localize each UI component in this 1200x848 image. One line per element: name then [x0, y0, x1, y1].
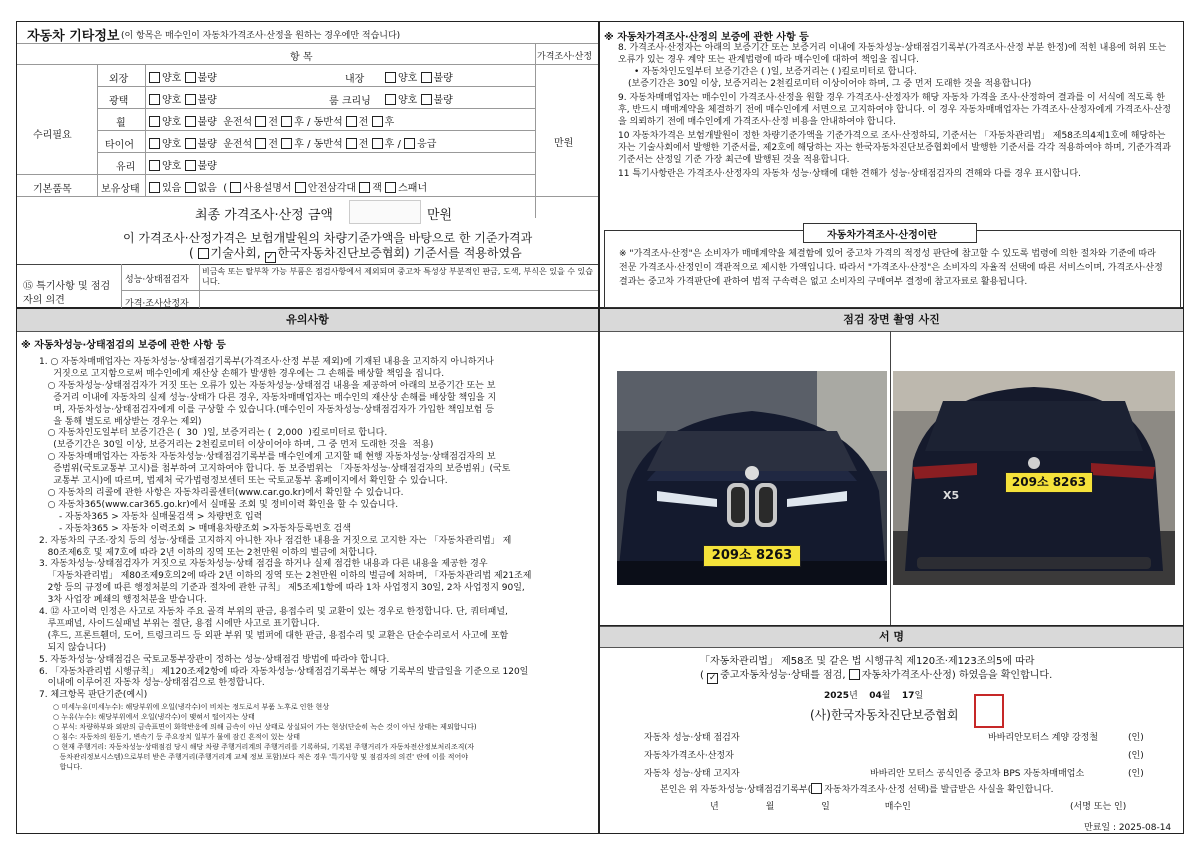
final-price-label: 최종 가격조사·산정 금액	[195, 208, 333, 223]
checkbox-gloss-good[interactable]	[149, 94, 160, 105]
photos-header: 점검 장면 촬영 사진	[600, 309, 1183, 332]
other-info-note: (이 항목은 매수인이 자동차가격조사·산정을 원하는 경우에만 적습니다)	[121, 31, 401, 41]
notes-line: 「자동차관리법」 제80조제9호의2에 따라 2년 이하의 징역 또는 2천만원 이하의 벌금에 처하며, 「자동차관리법 제21조제	[39, 571, 532, 582]
photos-section	[599, 308, 1184, 626]
checkbox-interior-good[interactable]	[385, 72, 396, 83]
signature-law-line: 「자동차관리법」 제58조 및 같은 법 시행규칙 제120조·제123조의5에 따라	[700, 656, 1035, 667]
guarantee-item-10: 10 자동차가격은 보험개발원이 정한 차량기준가액을 기준가격으로 조사·산정하되, 기준서는 「자동차관리법」 제58조의4제1호에 해당하는 자는 기술사회에서 발행한 기준서를, 제2호에 해당하는 자는 한국자동차진단보증협회에서 발행한 기준서를 각각 적용하여야 하며, 기준가격과 기준서는 산정일 기준 가장 최근에 발행된 것을 적용합니다.	[618, 131, 1171, 165]
other-info-title-bar	[17, 22, 598, 44]
checkbox-wheel-good[interactable]	[149, 116, 160, 127]
checkbox-buyer-price[interactable]	[811, 783, 822, 794]
col-price-header: 가격조사·산정	[537, 52, 593, 62]
checkbox-triangle[interactable]	[295, 182, 306, 193]
guarantee-item-11: 11 특기사항란은 가격조사·산정자의 자동차 성능·상태에 대한 견해가 성능·상태점검자의 견해와 다를 경우 표시합니다.	[618, 169, 1081, 179]
rear-license-plate: 209소 8263	[1005, 472, 1093, 493]
org-seal	[974, 694, 1004, 728]
price-guarantee-section	[599, 21, 1184, 308]
price-guarantee-items	[618, 42, 1176, 180]
row-glass-label: 유리	[116, 162, 136, 173]
notes-line: 80조제6호 및 제7호에 따라 2년 이하의 징역 또는 2천만원 이하의 벌금에 처합니다.	[39, 547, 378, 558]
notes-line: 며, 자동차성능·상태점검자에게 이를 구상할 수 있습니다.(매수인이 자동차성능·상태점검자가 가입한 책임보험 등	[39, 404, 494, 415]
notes-line: (후드, 프론트휀더, 도어, 트렁크리드 등 외판 부위 및 범퍼에 대한 판금, 용접수리 및 교환은 단순수리로서 사고에 포함	[39, 630, 509, 641]
notes-line: - 자동차365 > 자동차 이력조회 > 매매용차량조회 >자동차등록번호 검색	[39, 523, 352, 534]
checkbox-tire-good[interactable]	[149, 138, 160, 149]
notes-line: 이내에 이루어진 자동차 성능·상태점검으로 한정합니다.	[39, 678, 265, 689]
checkbox-room-clean-good[interactable]	[385, 94, 396, 105]
notes-line: ○ 자동차365(www.car365.go.kr)에서 실매물 조회 및 정비이력 확인을 할 수 있습니다.	[39, 499, 399, 510]
notes-line: 1. ○ 자동차매매업자는 자동차성능·상태점검기록부(가격조사·산정 부분 제외)에 기재된 내용을 고지하지 아니하거나	[39, 357, 494, 367]
checkbox-manual[interactable]	[230, 182, 241, 193]
signature-section	[599, 626, 1184, 834]
glass-options: 양호 불량	[149, 157, 217, 172]
checkbox-tech-society[interactable]	[198, 248, 209, 259]
row-wheel-label: 휠	[116, 118, 126, 129]
tire-options: 양호 불량 운전석 전 후 / 동반석 전 후 / 응급	[149, 135, 436, 150]
basic-items-label: 기본품목	[33, 184, 72, 195]
notes-line: 6. 「자동차관리법 시행규칙」 제120조제2항에 따라 자동차성능·상태점검기록부는 해당 기록부의 발급일을 기준으로 120일	[39, 666, 529, 677]
signature-org: (사)한국자동차진단보증협회	[810, 708, 959, 722]
row-exterior-label: 외장	[109, 74, 129, 85]
checkbox-tire-emergency[interactable]	[404, 138, 415, 149]
repair-needed-label: 수리필요	[33, 130, 72, 141]
rear-model-badge: X5	[943, 489, 960, 502]
checkbox-wheel-passenger-front[interactable]	[346, 116, 357, 127]
checkbox-wheel-driver-front[interactable]	[255, 116, 266, 127]
col-item-header: 항 목	[290, 52, 313, 63]
checkbox-wheel-rear-passenger[interactable]	[281, 116, 292, 127]
guarantee-item-8-note: (보증기간은 30일 이상, 보증거리는 2천킬로미터 이상이어야 하며, 그 중 먼저 도래한 것을 적용합니다)	[628, 79, 1032, 89]
unit-manwon: 만원	[554, 138, 574, 149]
signature-date: 2025년 04월 17일	[824, 691, 924, 701]
notes-line: 루프패널, 사이드실패널 부위는 절단, 용접 시에만 사고로 표기합니다.	[39, 618, 320, 629]
wheel-options: 양호 불량 운전석 전 후 / 동반석 전 후	[149, 113, 394, 128]
notes-line: 되지 않습니다)	[39, 642, 107, 653]
notes-line: 3. 자동차성능·상태점검자가 거짓으로 자동차성능·상태 점검을 하거나 실제 점검한 내용과 다른 내용을 제공한 경우	[39, 559, 488, 570]
notes-line: ○ 자동차성능·상태점검자가 거짓 또는 오류가 있는 자동차성능·상태점검 내용을 제공하여 아래의 보증기간 또는 보	[39, 380, 496, 391]
checkbox-gloss-bad[interactable]	[185, 94, 196, 105]
basis-options: ( 기술사회, ✓ 한국자동차진단보증협회) 기준서를 적용하였음	[189, 246, 522, 262]
notes-line: 7. 체크항목 판단기준(예시)	[39, 690, 148, 701]
signature-row-stamp: (인)	[1128, 733, 1144, 743]
other-info-title: 자동차 기타정보	[27, 29, 120, 44]
checkbox-spanner[interactable]	[385, 182, 396, 193]
checkbox-basic-no[interactable]	[185, 182, 196, 193]
front-license-plate: 209소 8263	[703, 545, 801, 567]
checkbox-price-check[interactable]	[849, 669, 860, 680]
notes-criteria-line: 동차관리정보시스템)으로부터 받은 주행거리(주행거리계 교체 정보 포함)보다 적은 경우 '특기사항 및 점검자의 의견' 란에 이를 적어야	[53, 753, 469, 762]
signature-confirm-options: ( ✓ 중고자동차성능·상태를 점검, 자동차가격조사·산정) 하였음을 확인합니다.	[700, 670, 1053, 683]
price-definition-title: 자동차가격조사·산정이란	[827, 230, 938, 241]
checkbox-tire-rear-passenger[interactable]	[281, 138, 292, 149]
room-clean-options: 양호 불량	[385, 91, 453, 106]
basic-items-options: 있음 없음 ( 사용설명서 안전삼각대 잭 스패너	[149, 179, 427, 194]
signature-row-stamp: (인)	[1128, 751, 1144, 761]
notes-header: 유의사항	[17, 309, 598, 332]
checkbox-jack[interactable]	[359, 182, 370, 193]
checkbox-exterior-bad[interactable]	[185, 72, 196, 83]
signature-header: 서 명	[600, 626, 1183, 648]
checkbox-tire-passenger-front[interactable]	[346, 138, 357, 149]
signature-row-label: 자동차 성능·상태 점검자	[644, 733, 740, 743]
notes-line: - 자동차365 > 자동차 실매물검색 > 차량번호 입력	[39, 511, 263, 522]
signature-row-value: 바바리안 모터스 공식인증 중고차 BPS 자동차매매업소	[870, 769, 1085, 779]
notes-line: 증범위(국토교통부 고시)를 첨부하여 고지하여야 합니다. 동 보증범위는 「자동차성능·상태점검자의 보증범위」(국토	[39, 464, 511, 475]
checkbox-glass-bad[interactable]	[185, 160, 196, 171]
notes-line: 증거리 이내에 자동차의 실제 성능·상태가 다른 경우, 자동차매매업자는 매수인의 재산상 손해를 배상할 책임을 지	[39, 392, 497, 403]
checkbox-interior-bad[interactable]	[421, 72, 432, 83]
final-price-unit: 만원	[427, 208, 453, 223]
notes-criteria-line: ○ 누유(누수): 해당부위에서 오일(냉각수)이 맺혀서 떨어지는 상태	[53, 713, 255, 722]
notes-criteria-line: ○ 부식: 차량하부와 외판의 금속표면이 화학반응에 의해 금속이 아닌 상태로 상실되어 가는 현상(단순히 녹슨 것이 아닌 상태는 제외합니다)	[53, 723, 477, 732]
notes-line: 거짓으로 고지함으로써 매수인에게 재산상 손해가 발생한 경우에는 그 손해를 배상할 책임을 집니다.	[39, 368, 445, 379]
notes-line: 4. ⑫ 사고이력 인정은 사고로 자동차 주요 골격 부위의 판금, 용접수리 및 교환이 있는 경우로 한정합니다. 단, 쿼터패널,	[39, 607, 508, 618]
checkbox-wheel-passenger-rear[interactable]	[372, 116, 383, 127]
inspector-opinion: 비금속 또는 탈부착 가능 부품은 점검사항에서 제외되며 중고차 특성상 부분적인 판금, 도색, 부식은 있을 수 있습니다.	[202, 267, 593, 286]
checkbox-tire-bad[interactable]	[185, 138, 196, 149]
notes-criteria-line: ○ 현재 주행거리: 자동차성능·상태점검 당시 해당 차량 주행거리계의 주행거리를 기록하되, 기록된 주행거리가 자동차전산정보처리조직(자	[53, 743, 475, 752]
notes-section	[16, 308, 599, 834]
row-gloss-label: 광택	[109, 96, 129, 107]
notes-line: 2. 자동차의 구조·장치 등의 성능·상태를 고지하지 아니한 자나 점검한 내용을 거짓으로 고지한 자는 「자동차관리법」 제	[39, 535, 512, 546]
notes-criteria-line: ○ 침수: 자동차의 원동기, 변속기 등 주요장치 일부가 물에 잠긴 흔적이 있는 상태	[53, 733, 301, 742]
notes-line: 을 통해 별도로 배상받는 경우는 제외)	[39, 416, 202, 427]
notes-criteria-line: 합니다.	[53, 763, 83, 772]
buyer-sign-line: 년 월 일 매수인	[710, 802, 911, 812]
row-interior-label: 내장	[345, 74, 365, 85]
signature-row-label: 자동차가격조사·산정자	[644, 751, 734, 761]
notes-line: (보증기간은 30일 이상, 보증거리는 2천킬로미터 이상이어야 하며, 그 중 먼저 도래한 것을 적용)	[39, 440, 434, 451]
notes-title: ※ 자동차성능·상태점검의 보증에 관한 사항 등	[21, 340, 226, 351]
notes-line: 교통부 고시)에 따르며, 법제처 국가법령정보센터 또는 국토교통부 홈페이지에서 확인할 수 있습니다.	[39, 476, 448, 487]
guarantee-item-8: 8. 가격조사·산정자는 아래의 보증기간 또는 보증거리 이내에 자동차성능·상태점검기록부(가격조사·산정 부분 한정)에 적힌 내용에 허위 또는 오류가 있는 경우 계약 또는 관계법령에 따라 매수인에 대하여 책임을 집니다.	[618, 43, 1167, 65]
checkbox-wheel-bad[interactable]	[185, 116, 196, 127]
interior-options: 양호 불량	[385, 69, 453, 84]
final-price-input[interactable]	[349, 200, 421, 224]
signature-row-value: 바바리안모터스 계양 강정철	[988, 733, 1099, 743]
signature-row-stamp: (인)	[1128, 769, 1144, 779]
checkbox-exterior-good[interactable]	[149, 72, 160, 83]
checkbox-tire-passenger-rear[interactable]	[372, 138, 383, 149]
buyer-signature-slot[interactable]: (서명 또는 인)	[1070, 802, 1127, 812]
guarantee-item-8-period: • 자동차인도일부터 보증기간은 ( )일, 보증거리는 ( )킬로미터로 합니다.	[634, 67, 917, 77]
front-car-photo	[617, 371, 887, 585]
notes-line: 5. 자동차성능·상태점검은 국토교통부장관이 정하는 성능·상태점검 방법에 따라야 합니다.	[39, 654, 390, 665]
rear-car-photo	[893, 371, 1175, 585]
inspector-label: 성능·상태점검자	[125, 275, 189, 285]
notes-line: ○ 자동차매매업자는 자동차 자동차성능·상태점검기록부를 매수인에게 고지할 때 현행 자동차성능·상태점검자의 보	[39, 452, 496, 463]
row-tire-label: 타이어	[105, 140, 134, 151]
buyer-confirm-line: 본인은 위 자동차성능·상태점검기록부( 자동차가격조사·산정 선택)를 발급받은 사실을 확인합니다.	[660, 785, 1054, 795]
notes-criteria-line: ○ 미세누유(미세누수): 해당부위에 오일(냉각수)이 비치는 정도로서 부품 노후로 인한 현상	[53, 703, 330, 712]
gloss-options: 양호 불량	[149, 91, 217, 106]
checkbox-assoc[interactable]: ✓	[266, 252, 274, 262]
checkbox-glass-good[interactable]	[149, 160, 160, 171]
checkbox-performance-check[interactable]: ✓	[708, 673, 717, 683]
price-inspector-label: 가격·조사산정자	[125, 299, 189, 309]
notes-list	[39, 357, 595, 772]
notes-line: ○ 자동차인도일부터 보증기간은 ( 30 )일, 보증거리는 ( 2,000 )킬로미터로 합니다.	[39, 428, 388, 439]
price-definition-text: ※ "가격조사·산정"은 소비자가 매매계약을 체결함에 있어 중고차 가격의 적정성 판단에 참고할 수 있도록 법령에 의한 절차와 기준에 따라 전문 가격조사·산정인이 객관적으로 제시한 가액입니다. 따라서 "가격조사·산정"은 소비자의 자율적 선택에 따른 서비스이며, 가격조사·산정 결과는 중고차 가격판단에 관하여 법적 구속력은 없고 소비자의 구매여부 결정에 참고자료로 활용됩니다.	[619, 249, 1163, 287]
price-guarantee-title: ※ 자동차가격조사·산정의 보증에 관한 사항 등	[604, 32, 809, 43]
expiry-date: 만료일 : 2025-08-14	[1084, 823, 1172, 833]
exterior-options: 양호 불량	[149, 69, 217, 84]
guarantee-item-9: 9. 자동차매매업자는 매수인이 가격조사·산정을 원할 경우 가격조사·산정자가 해당 자동차 가격을 조사·산정하여 결과를 이 서식에 적도록 한 후, 반드시 매매계약을 체결하기 전에 매수인에게 서면으로 고지하여야 합니다. 이 경우 자동차매매업자는 가격조사·산정자에게 가격조사·산정을 의뢰하기 전에 매수인에게 가격조사·산정 비용을 안내하여야 합니다.	[618, 93, 1171, 127]
notes-line: 2항 등의 규정에 따른 행정처분의 기준과 절차에 관한 규칙」 제5조제1항에 따라 1차 사업정지 30일, 2차 사업정지 90일,	[39, 583, 525, 594]
other-info-section	[16, 21, 599, 308]
checkbox-tire-driver-front[interactable]	[255, 138, 266, 149]
basis-text: 이 가격조사·산정가격은 보험개발원의 차량기준가액을 바탕으로 한 기준가격과	[123, 231, 533, 245]
price-definition-box	[604, 230, 1181, 308]
checkbox-basic-yes[interactable]	[149, 182, 160, 193]
possession-label: 보유상태	[101, 184, 140, 195]
notes-line: ○ 자동차의 리콜에 관한 사항은 자동차리콜센터(www.car.go.kr)에서 확인할 수 있습니다.	[39, 487, 404, 498]
notes-line: 3차 사업장 폐쇄의 행정처분을 받습니다.	[39, 595, 207, 606]
checkbox-room-clean-bad[interactable]	[421, 94, 432, 105]
special-notes-label: ⑮ 특기사항 및 점검자의 의견	[23, 281, 111, 306]
signature-row-label: 자동차 성능·상태 고지자	[644, 769, 740, 779]
row-room-clean-label: 룸 크리닝	[329, 96, 371, 107]
